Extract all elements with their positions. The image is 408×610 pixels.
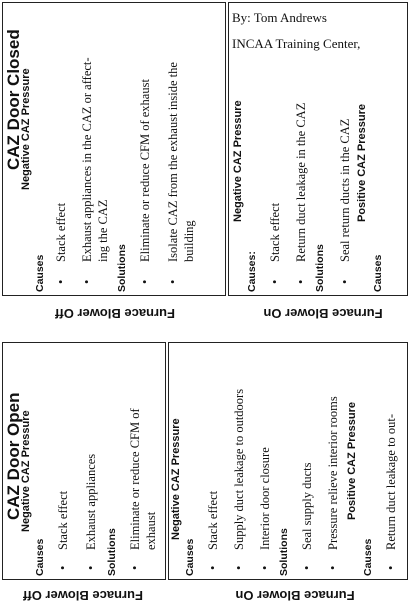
footer-label: Furnace Blower On: [235, 588, 355, 603]
cause-item: Supply duct leakage to outdoors: [232, 388, 246, 550]
footer-label: Furnace Blower Off: [55, 306, 175, 321]
pressure-label: Negative CAZ Pressure: [20, 68, 32, 190]
bullet: •: [84, 565, 98, 570]
panel-title: CAZ Door Closed: [4, 29, 23, 170]
bullet: •: [326, 565, 340, 570]
bullet: •: [338, 279, 352, 284]
bullet: •: [206, 565, 220, 570]
cause-item: Exhaust appliances: [84, 453, 98, 550]
organization-byline: INCAA Training Center,: [232, 36, 361, 51]
cause-item: Stack effect: [54, 202, 68, 262]
pressure-label: Negative CAZ Pressure: [232, 100, 244, 222]
bullet: •: [166, 279, 180, 284]
cause-item: Return duct leakage to out-: [384, 413, 398, 550]
solution-item-continued: building: [182, 220, 196, 262]
bullet: •: [128, 565, 142, 570]
pressure-label: Negative CAZ Pressure: [170, 418, 182, 540]
bullet: •: [300, 565, 314, 570]
positive-pressure-label: Positive CAZ Pressure: [346, 402, 358, 520]
bullet: •: [294, 279, 308, 284]
solutions-label: Solutions: [106, 528, 118, 576]
solutions-label: Solutions: [278, 528, 290, 576]
solution-item: Pressure relieve interior rooms: [326, 396, 340, 550]
cause-item: Stack effect: [268, 202, 282, 262]
causes-label: Causes:: [246, 251, 258, 292]
bullet: •: [80, 279, 94, 284]
causes-label: Causes: [34, 254, 46, 292]
panel-title: CAZ Door Open: [4, 392, 23, 520]
solution-item: Eliminate or reduce CFM of: [128, 408, 142, 550]
solution-item: Seal return ducts in the CAZ: [338, 118, 352, 262]
pressure-label: Negative CAZ Pressure: [20, 410, 32, 532]
bullet: •: [138, 279, 152, 284]
cause-item: Stack effect: [206, 490, 220, 550]
bullet: •: [384, 565, 398, 570]
solutions-label: Solutions: [314, 244, 326, 292]
bullet: •: [54, 279, 68, 284]
solution-item: Seal supply ducts: [300, 462, 314, 550]
cause-item-continued: ing the CAZ: [96, 199, 110, 262]
footer-label: Furnace Blower On: [263, 306, 383, 321]
bullet: •: [268, 279, 282, 284]
bullet: •: [56, 565, 70, 570]
bullet: •: [258, 565, 272, 570]
solutions-label: Solutions: [116, 244, 128, 292]
solution-item: Isolate CAZ from the exhaust inside the: [166, 62, 180, 262]
cause-item: Exhaust appliances in the CAZ or affect-: [80, 57, 94, 262]
causes-label: Causes: [184, 538, 196, 576]
cause-item: Interior door closure: [258, 447, 272, 550]
solution-item-continued: exhaust: [144, 511, 158, 550]
solution-item: Eliminate or reduce CFM of exhaust: [138, 79, 152, 262]
footer-label: Furnace Blower Off: [23, 588, 143, 603]
author-byline: By: Tom Andrews: [232, 10, 327, 25]
causes-label: Causes: [34, 538, 46, 576]
positive-pressure-label: Positive CAZ Pressure: [356, 104, 368, 222]
cause-item: Return duct leakage in the CAZ: [294, 102, 308, 262]
bullet: •: [232, 565, 246, 570]
causes-label: Causes: [372, 254, 384, 292]
cause-item: Stack effect: [56, 490, 70, 550]
causes-label: Causes: [362, 538, 374, 576]
